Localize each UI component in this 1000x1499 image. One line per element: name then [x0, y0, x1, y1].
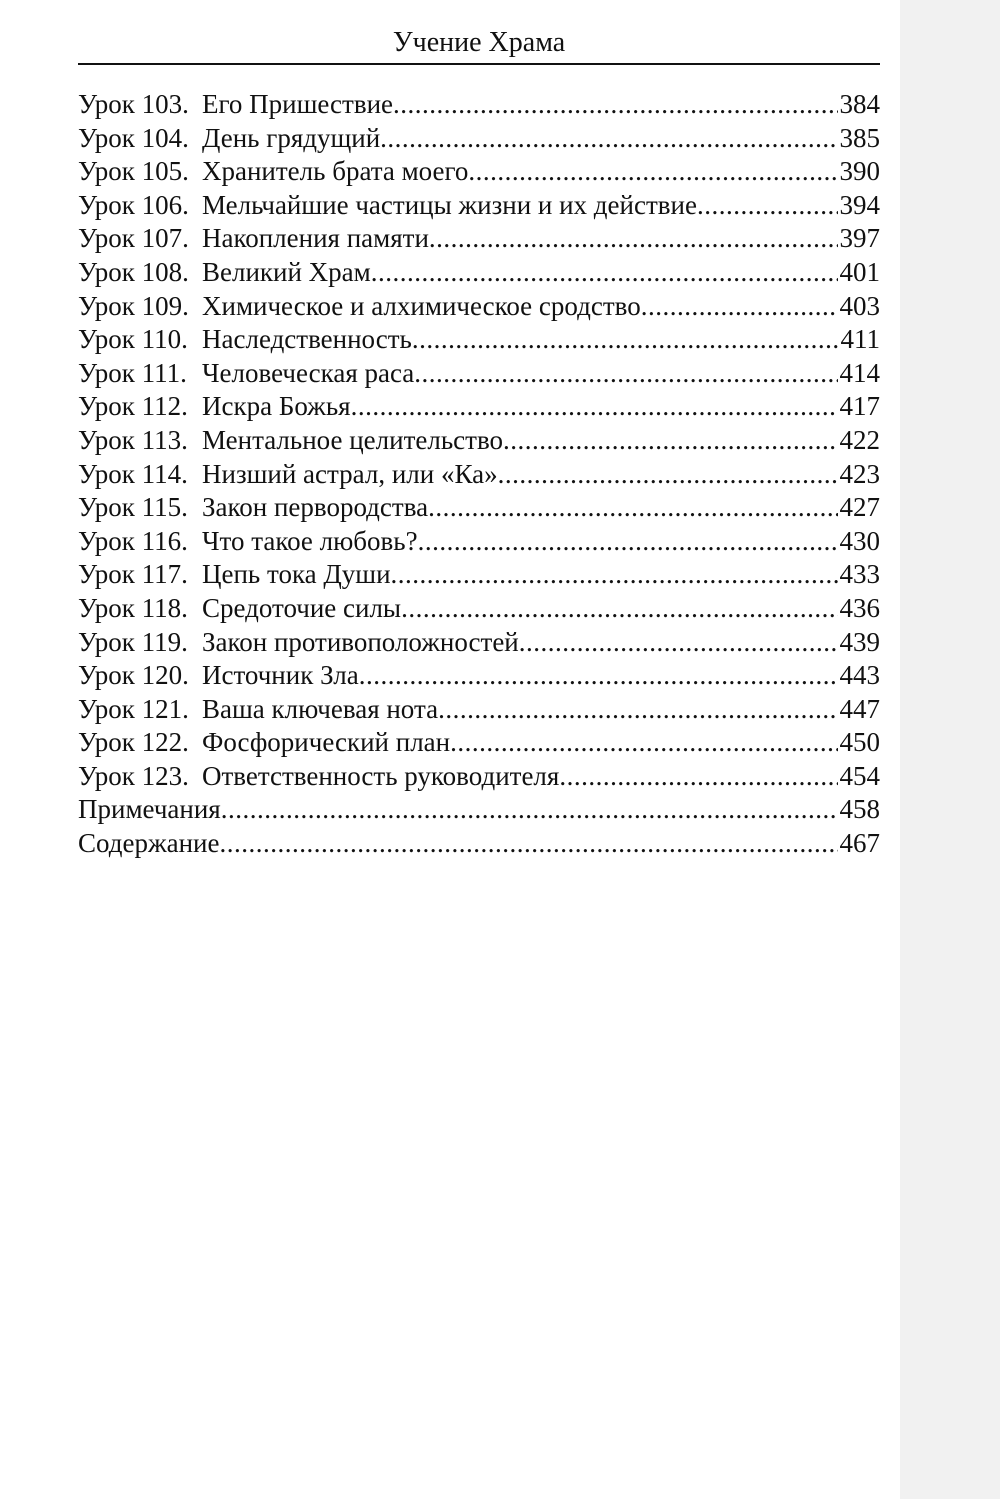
- page-number: 390: [839, 156, 880, 187]
- dot-leader: [391, 558, 838, 592]
- toc-entry[interactable]: [78, 693, 880, 727]
- dot-leader: [429, 222, 838, 256]
- lesson-number: Урок 108.: [78, 256, 189, 287]
- scan-margin: [900, 0, 1000, 1499]
- page-number: 447: [839, 693, 880, 724]
- lesson-number: Урок 114.: [78, 458, 188, 489]
- dot-leader: [359, 659, 838, 693]
- lesson-number: Урок 119.: [78, 626, 188, 657]
- lesson-number: Урок 111.: [78, 357, 187, 388]
- dot-leader: [503, 424, 837, 458]
- dot-leader: [438, 693, 837, 727]
- page-number: 422: [839, 424, 880, 455]
- dot-leader: [351, 390, 838, 424]
- entry-title: Хранитель брата моего: [202, 156, 469, 187]
- entry-title: Средоточие силы: [202, 592, 402, 623]
- dot-leader: [559, 760, 837, 794]
- entry-title: Накопления памяти: [202, 223, 429, 254]
- dot-leader: [641, 290, 838, 324]
- dot-leader: [401, 592, 837, 626]
- page-number: 403: [839, 290, 880, 321]
- entry-title: Химическое и алхимическое сродство: [202, 290, 641, 321]
- lesson-number: Урок 106.: [78, 189, 189, 220]
- dot-leader: [221, 793, 838, 827]
- page-number: 443: [839, 660, 880, 691]
- entry-title: Закон противоположностей: [202, 626, 519, 657]
- lesson-number: Урок 107.: [78, 223, 189, 254]
- running-title: Учение Храма: [392, 27, 566, 58]
- page-number: 384: [839, 89, 880, 119]
- toc-entry[interactable]: [78, 626, 880, 660]
- dot-leader: [414, 357, 837, 391]
- entry-title: Источник Зла: [202, 660, 359, 691]
- lesson-number: Урок 112.: [78, 391, 188, 422]
- entry-title: Что такое любовь?: [202, 525, 418, 556]
- toc-entry[interactable]: [78, 256, 880, 290]
- toc-entry[interactable]: [78, 323, 880, 357]
- toc-entry[interactable]: [78, 726, 880, 760]
- dot-leader: [412, 323, 839, 357]
- page-number: 450: [839, 727, 880, 758]
- toc-entry[interactable]: [78, 458, 880, 492]
- dot-leader: [219, 827, 837, 861]
- toc-entry[interactable]: [78, 390, 880, 424]
- lesson-number: Урок 123.: [78, 760, 189, 791]
- lesson-number: Урок 115.: [78, 492, 188, 523]
- dot-leader: [380, 122, 837, 156]
- entry-title: Закон первородства: [202, 492, 429, 523]
- toc-entry[interactable]: [78, 122, 880, 156]
- lesson-number: Урок 117.: [78, 559, 188, 590]
- lesson-number: Урок 105.: [78, 156, 189, 187]
- entry-title: Примечания: [78, 794, 221, 825]
- toc-entry[interactable]: [78, 290, 880, 324]
- entry-title: Содержание: [78, 828, 220, 859]
- page-number: 458: [839, 794, 880, 825]
- toc-entry[interactable]: [78, 222, 880, 256]
- toc-entry[interactable]: [78, 659, 880, 693]
- toc-entry[interactable]: [78, 760, 880, 794]
- page-number: 427: [839, 492, 880, 523]
- entry-title: Низший астрал, или «Ка»: [202, 458, 498, 489]
- page-number: 430: [839, 525, 880, 556]
- toc-entry[interactable]: [78, 491, 880, 525]
- dot-leader: [498, 458, 838, 492]
- entry-title: Его Пришествие: [202, 89, 394, 119]
- page-number: 401: [839, 256, 880, 287]
- entry-title: Наследственность: [202, 324, 412, 355]
- dot-leader: [519, 626, 838, 660]
- lesson-number: Урок 116.: [78, 525, 188, 556]
- lesson-number: Урок 121.: [78, 693, 189, 724]
- entry-title: Ответственность руководителя: [202, 760, 560, 791]
- toc-entry[interactable]: [78, 592, 880, 626]
- page-number: 439: [839, 626, 880, 657]
- toc-entry[interactable]: [78, 189, 880, 223]
- lesson-number: Урок 109.: [78, 290, 189, 321]
- page-number: 433: [839, 559, 880, 590]
- page-number: 436: [839, 592, 880, 623]
- toc-entry[interactable]: [78, 793, 880, 827]
- page-number: 417: [839, 391, 880, 422]
- toc-entry[interactable]: [78, 424, 880, 458]
- page-number: 411: [840, 324, 880, 355]
- toc-entry[interactable]: [78, 155, 880, 189]
- entry-title: Фосфорический план: [202, 727, 451, 758]
- lesson-number: Урок 103.: [78, 89, 189, 119]
- toc-entry[interactable]: [78, 88, 880, 122]
- lesson-number: Урок 118.: [78, 592, 188, 623]
- dot-leader: [371, 256, 838, 290]
- page-number: 397: [839, 223, 880, 254]
- page-number: 385: [839, 122, 880, 153]
- lesson-number: Урок 122.: [78, 727, 189, 758]
- entry-title: День грядущий: [202, 122, 381, 153]
- entry-title: Ваша ключевая нота: [202, 693, 439, 724]
- dot-leader: [393, 88, 837, 122]
- page-number: 467: [839, 828, 880, 859]
- page-number: 454: [839, 760, 880, 791]
- entry-title: Великий Храм: [202, 256, 371, 287]
- dot-leader: [450, 726, 837, 760]
- entry-title: Искра Божья: [202, 391, 351, 422]
- dot-leader: [418, 525, 838, 559]
- dot-leader: [468, 155, 837, 189]
- lesson-number: Урок 113.: [78, 424, 188, 455]
- lesson-number: Урок 110.: [78, 324, 188, 355]
- table-of-contents: [78, 88, 880, 861]
- toc-entry[interactable]: [78, 558, 880, 592]
- dot-leader: [428, 491, 837, 525]
- toc-entry[interactable]: [78, 525, 880, 559]
- toc-entry[interactable]: [78, 357, 880, 391]
- lesson-number: Урок 120.: [78, 660, 189, 691]
- entry-title: Цепь тока Души: [202, 559, 391, 590]
- entry-title: Человеческая раса: [202, 357, 415, 388]
- lesson-number: Урок 104.: [78, 122, 189, 153]
- header-rule: [78, 63, 880, 65]
- dot-leader: [697, 189, 838, 223]
- entry-title: Мельчайшие частицы жизни и их действие: [202, 189, 697, 220]
- page-number: 423: [839, 458, 880, 489]
- toc-entry[interactable]: [78, 827, 880, 861]
- page-number: 394: [839, 189, 880, 220]
- entry-title: Ментальное целительство: [202, 424, 504, 455]
- page-number: 414: [839, 357, 880, 388]
